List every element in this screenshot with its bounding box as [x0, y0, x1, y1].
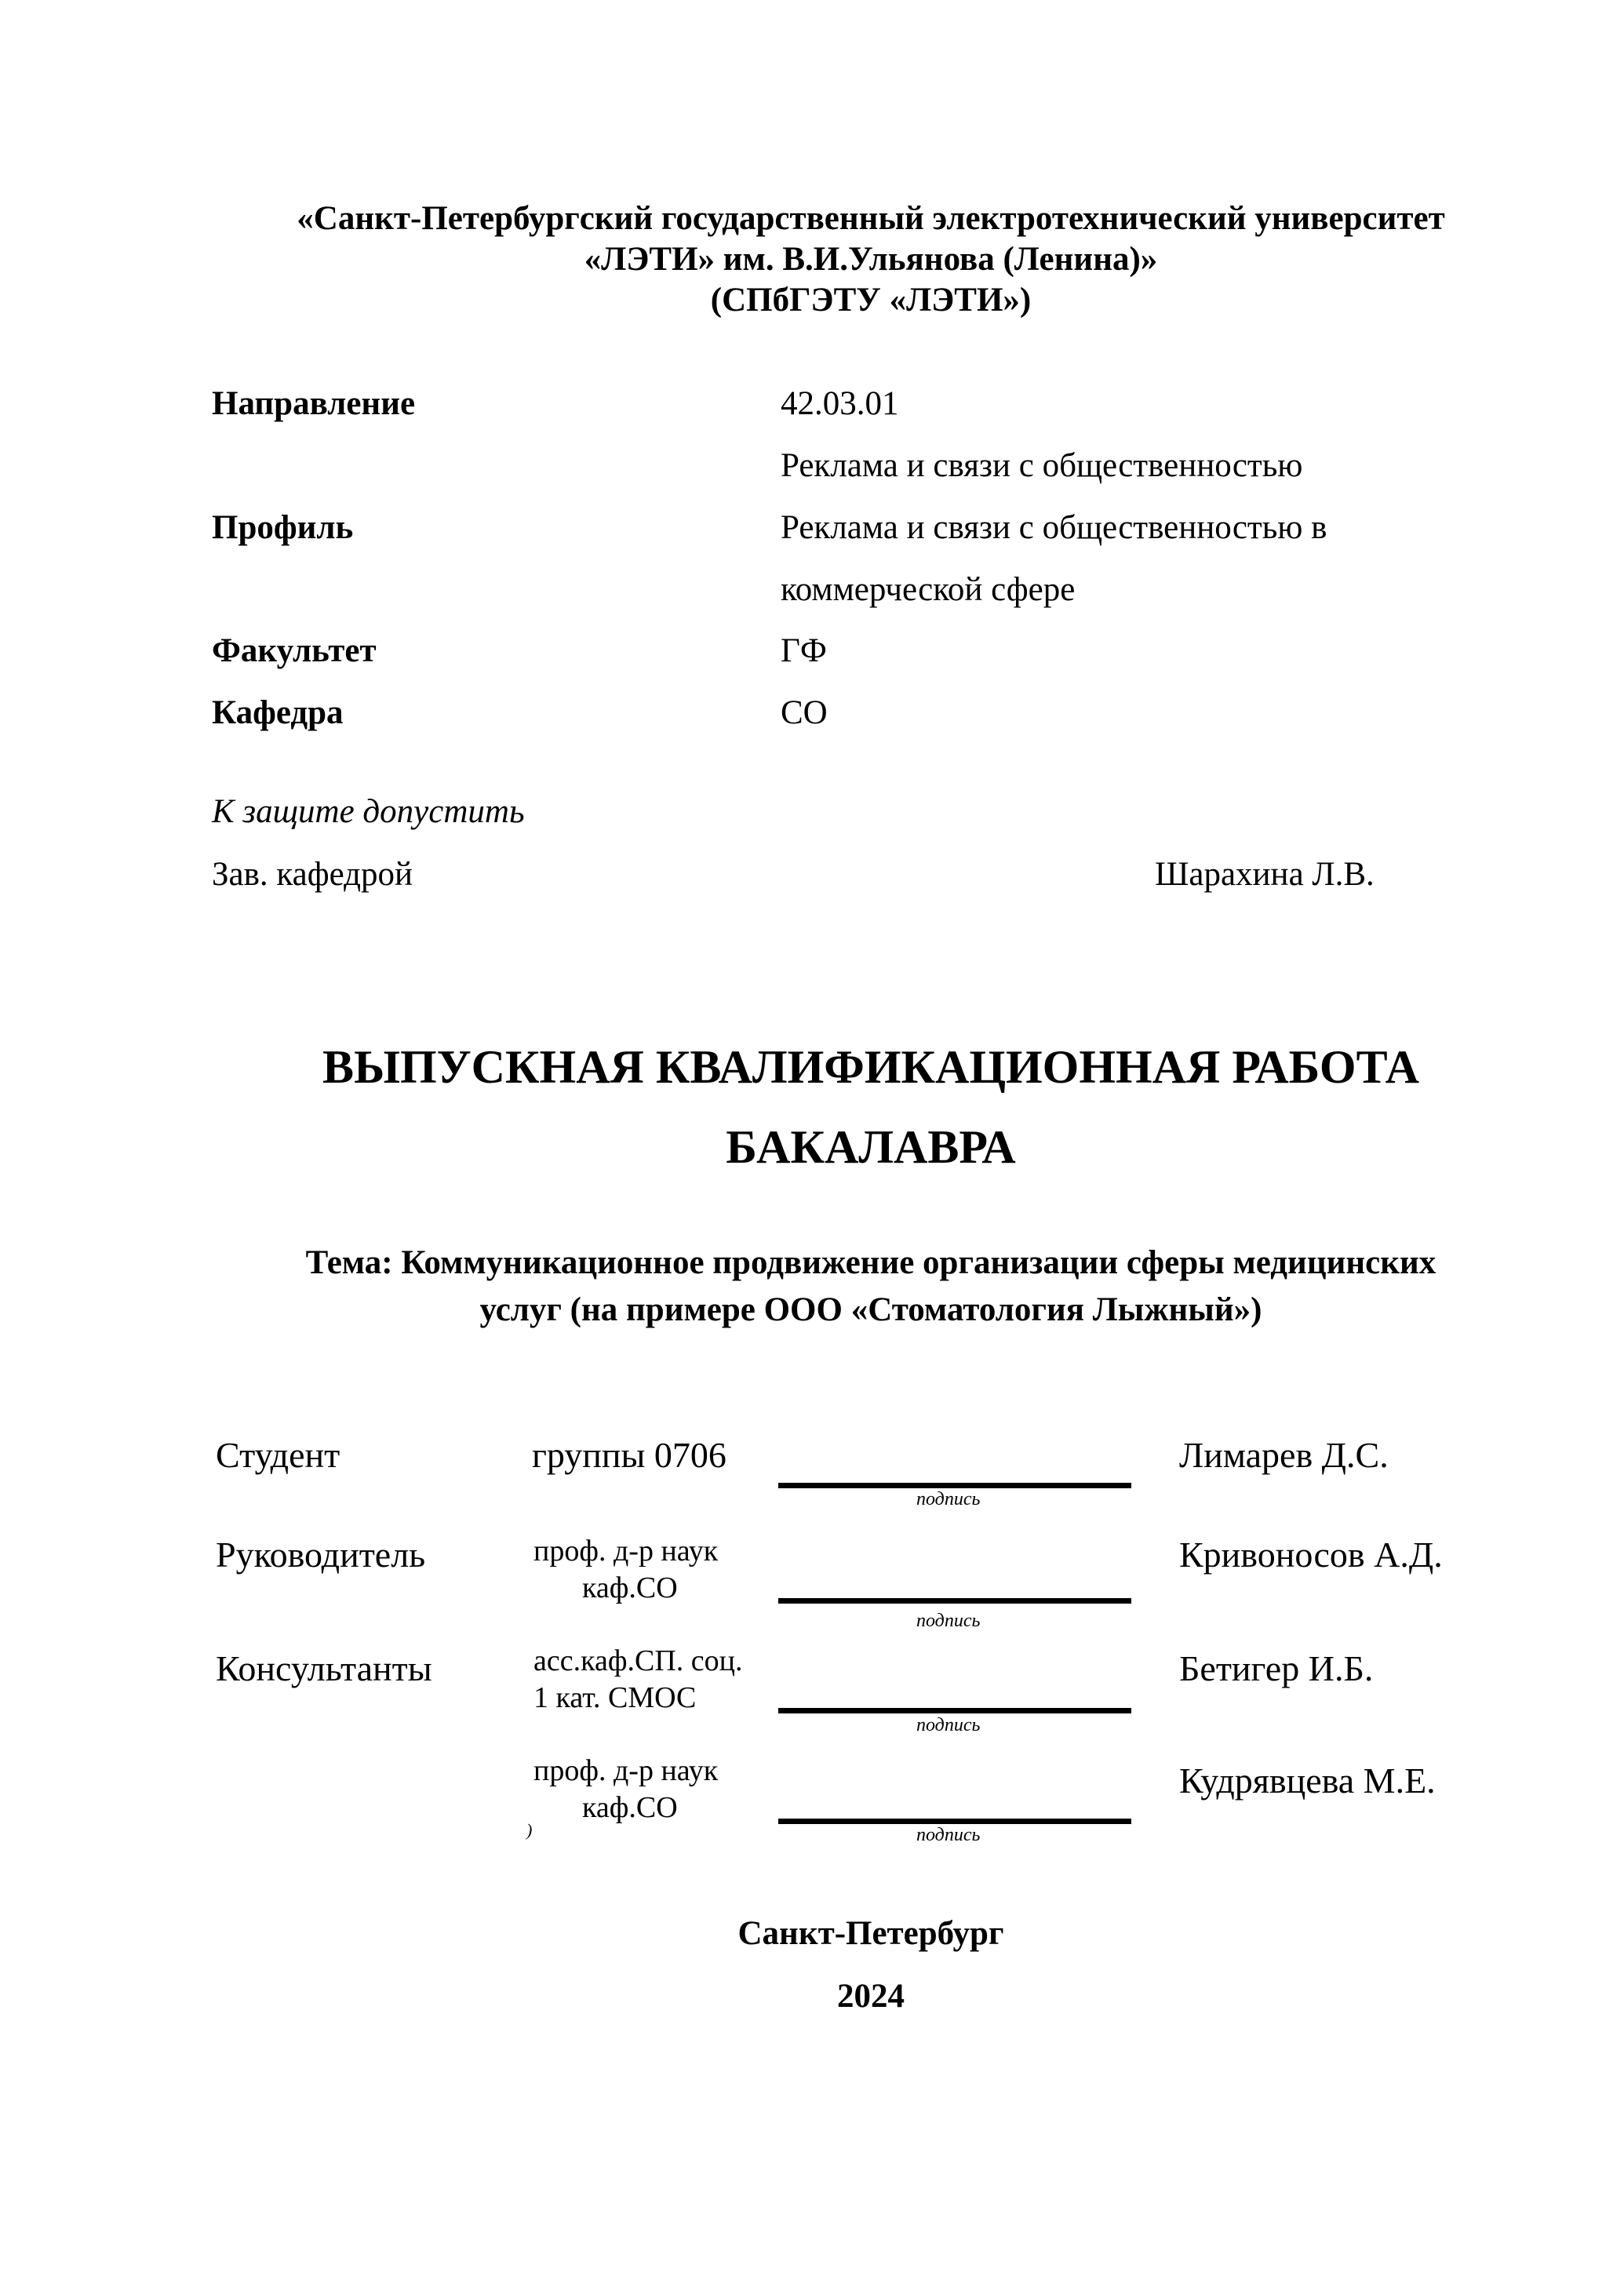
- year: 2024: [837, 1978, 905, 2015]
- department-value: СО: [781, 694, 828, 731]
- student-signature-caption: подпись: [916, 1489, 981, 1509]
- faculty-label: Факультет: [212, 632, 377, 669]
- consultant2-signature-caption: подпись: [916, 1825, 981, 1845]
- supervisor-position-line1: проф. д-р наук: [533, 1535, 719, 1568]
- direction-label: Направление: [212, 385, 416, 422]
- profile-label: Профиль: [212, 509, 354, 546]
- head-of-department-label: Зав. кафедрой: [212, 856, 413, 893]
- supervisor-name: Кривоносов А.Д.: [1179, 1535, 1443, 1575]
- admission-text: К защите допустить: [212, 793, 525, 830]
- consultant2-signature-line: [778, 1819, 1131, 1824]
- consultant1-position-line2: 1 кат. СМОС: [533, 1681, 697, 1714]
- profile-line1: Реклама и связи с общественностью в: [781, 509, 1327, 546]
- direction-code: 42.03.01: [781, 385, 899, 422]
- city: Санкт-Петербург: [737, 1915, 1004, 1952]
- university-name-line1: «Санкт-Петербургский государственный электротехнический университет: [297, 200, 1445, 237]
- student-name: Лимарев Д.С.: [1179, 1435, 1389, 1475]
- consultant2-name: Кудрявцева М.Е.: [1179, 1761, 1436, 1801]
- faculty-value: ГФ: [781, 632, 827, 669]
- consultant2-position-line2: каф.СО: [582, 1791, 678, 1824]
- topic-line1: Тема: Коммуникационное продвижение организации сферы медицинских: [305, 1244, 1436, 1281]
- consultant2-position-line1: проф. д-р наук: [533, 1754, 719, 1787]
- supervisor-role: Руководитель: [216, 1535, 426, 1575]
- consultant1-signature-caption: подпись: [916, 1715, 981, 1735]
- university-name-line2: «ЛЭТИ» им. В.И.Ульянова (Ленина)»: [584, 241, 1158, 278]
- university-abbrev: (СПбГЭТУ «ЛЭТИ»): [710, 282, 1032, 319]
- consultant1-signature-line: [778, 1708, 1131, 1713]
- consultant2-stray-mark: ): [526, 1820, 533, 1840]
- work-title-line2: БАКАЛАВРА: [726, 1121, 1016, 1173]
- supervisor-position-line2: каф.СО: [582, 1571, 678, 1604]
- supervisor-signature-caption: подпись: [916, 1611, 981, 1631]
- department-label: Кафедра: [212, 694, 344, 731]
- topic-line2: услуг (на примере ООО «Стоматология Лыжный»): [479, 1291, 1262, 1328]
- consultant1-position-line1: асс.каф.СП. соц.: [533, 1644, 743, 1677]
- consultant1-name: Бетигер И.Б.: [1179, 1648, 1374, 1688]
- consultants-role: Консультанты: [216, 1648, 432, 1688]
- student-signature-line: [778, 1483, 1131, 1488]
- supervisor-signature-line: [778, 1598, 1131, 1604]
- student-group: группы 0706: [532, 1435, 726, 1475]
- student-role: Студент: [216, 1435, 340, 1475]
- direction-name: Реклама и связи с общественностью: [781, 447, 1303, 484]
- work-title-line1: ВЫПУСКНАЯ КВАЛИФИКАЦИОННАЯ РАБОТА: [322, 1041, 1419, 1093]
- profile-line2: коммерческой сфере: [781, 571, 1076, 608]
- head-of-department-name: Шарахина Л.В.: [1155, 856, 1375, 893]
